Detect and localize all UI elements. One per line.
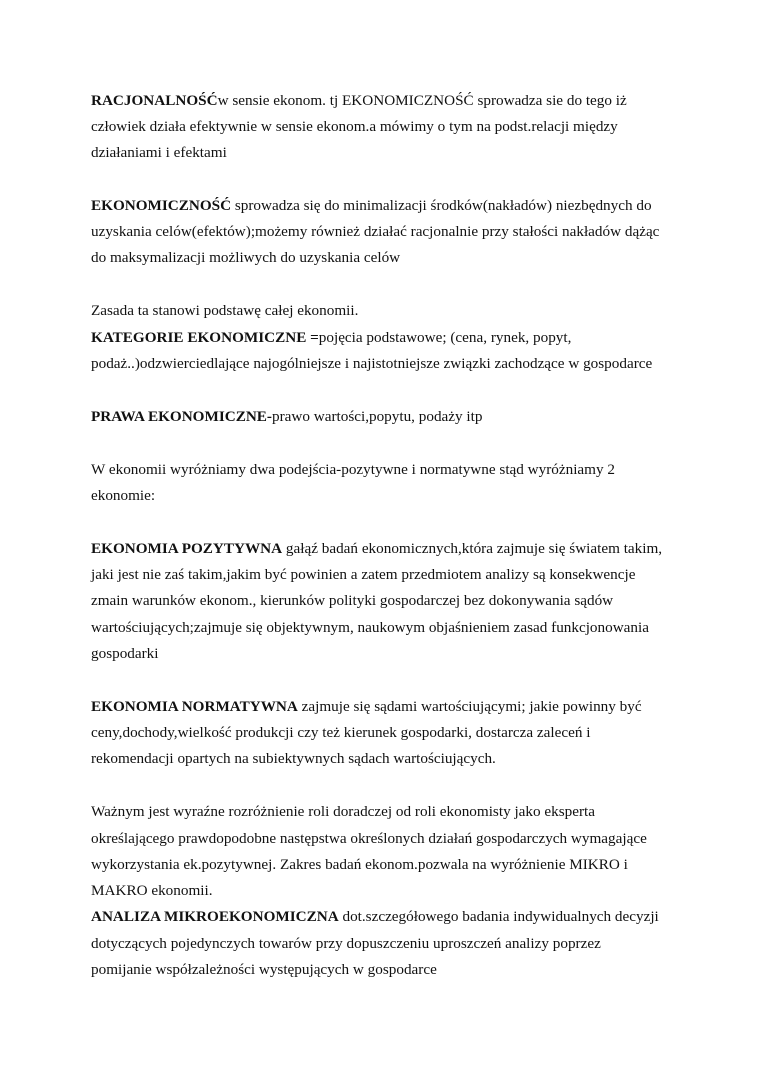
text-line: MAKRO ekonomii. bbox=[91, 882, 213, 899]
text-line: wykorzystania ek.pozytywnej. Zakres badań ekonom.pozwala na wyróżnienie MIKRO i bbox=[91, 856, 628, 873]
text-line: do maksymalizacji możliwych do uzyskania celów bbox=[91, 249, 401, 266]
paragraph-zasada: Zasada ta stanowi podstawę całej ekonomii. bbox=[91, 302, 359, 319]
paragraph-ekonomicznosc: EKONOMICZNOŚĆ sprowadza się do minimalizacji środków(nakładów) niezbędnych do bbox=[91, 197, 652, 214]
paragraph-podejscia: W ekonomii wyróżniamy dwa podejścia-pozytywne i normatywne stąd wyróżniamy 2 bbox=[91, 461, 615, 478]
term-racjonalnosc: RACJONALNOŚĆ bbox=[91, 92, 218, 109]
paragraph-ekonomia-normatywna: EKONOMIA NORMATYWNA zajmuje się sądami wartościującymi; jakie powinny być bbox=[91, 698, 642, 715]
text-line: uzyskania celów(efektów);możemy również działać racjonalnie przy stałości nakładów dążąc bbox=[91, 223, 660, 240]
term-prawa: PRAWA EKONOMICZNE- bbox=[91, 408, 272, 425]
term-ekonomia-normatywna: EKONOMIA NORMATYWNA bbox=[91, 698, 298, 715]
text-line: określającego prawdopodobne następstwa określonych działań gospodarczych wymagające bbox=[91, 830, 647, 847]
text-line: działaniami i efektami bbox=[91, 144, 227, 161]
text-line: rekomendacji opartych na subiektywnych sądach wartościujących. bbox=[91, 750, 496, 767]
text-line: pomijanie współzależności występujących w gospodarce bbox=[91, 961, 437, 978]
paragraph-prawa: PRAWA EKONOMICZNE-prawo wartości,popytu, podaży itp bbox=[91, 408, 483, 425]
term-ekonomia-pozytywna: EKONOMIA POZYTYWNA bbox=[91, 540, 283, 557]
text-line: podaż..)odzwierciedlające najogólniejsze i najistotniejsze związki zachodzące w gospodarce bbox=[91, 355, 653, 372]
text-line: ekonomie: bbox=[91, 487, 156, 504]
text-line: zmain warunków ekonom., kierunków polityki gospodarczej bez dokonywania sądów bbox=[91, 592, 614, 609]
text-line: ceny,dochody,wielkość produkcji czy też kierunek gospodarki, dostarcza zaleceń i bbox=[91, 724, 591, 741]
text-line: dotyczących pojedynczych towarów przy dopuszczeniu uproszczeń analizy poprzez bbox=[91, 935, 601, 952]
paragraph-ekonomia-pozytywna: EKONOMIA POZYTYWNA gałąź badań ekonomicznych,która zajmuje się światem takim, bbox=[91, 540, 663, 557]
text-line: człowiek działa efektywnie w sensie ekonom.a mówimy o tym na podst.relacji między bbox=[91, 118, 618, 135]
paragraph-kategorie: KATEGORIE EKONOMICZNE =pojęcia podstawowe; (cena, rynek, popyt, bbox=[91, 329, 572, 346]
term-kategorie: KATEGORIE EKONOMICZNE = bbox=[91, 329, 319, 346]
text-line: jaki jest nie zaś takim,jakim być powinien a zatem przedmiotem analizy są konsekwencje bbox=[91, 566, 636, 583]
text-line: wartościujących;zajmuje się objektywnym, naukowym objaśnieniem zasad funkcjonowania bbox=[91, 619, 649, 636]
term-analiza-mikro: ANALIZA MIKROEKONOMICZNA bbox=[91, 908, 339, 925]
paragraph-rola-ekonomisty: Ważnym jest wyraźne rozróżnienie roli doradczej od roli ekonomisty jako eksperta bbox=[91, 803, 595, 820]
text-line: gospodarki bbox=[91, 645, 159, 662]
paragraph-analiza-mikro: ANALIZA MIKROEKONOMICZNA dot.szczegółowego badania indywidualnych decyzji bbox=[91, 908, 659, 925]
term-ekonomicznosc: EKONOMICZNOŚĆ bbox=[91, 197, 232, 214]
paragraph-racjonalnosc: RACJONALNOŚĆw sensie ekonom. tj EKONOMICZNOŚĆ sprowadza sie do tego iż bbox=[91, 92, 627, 109]
